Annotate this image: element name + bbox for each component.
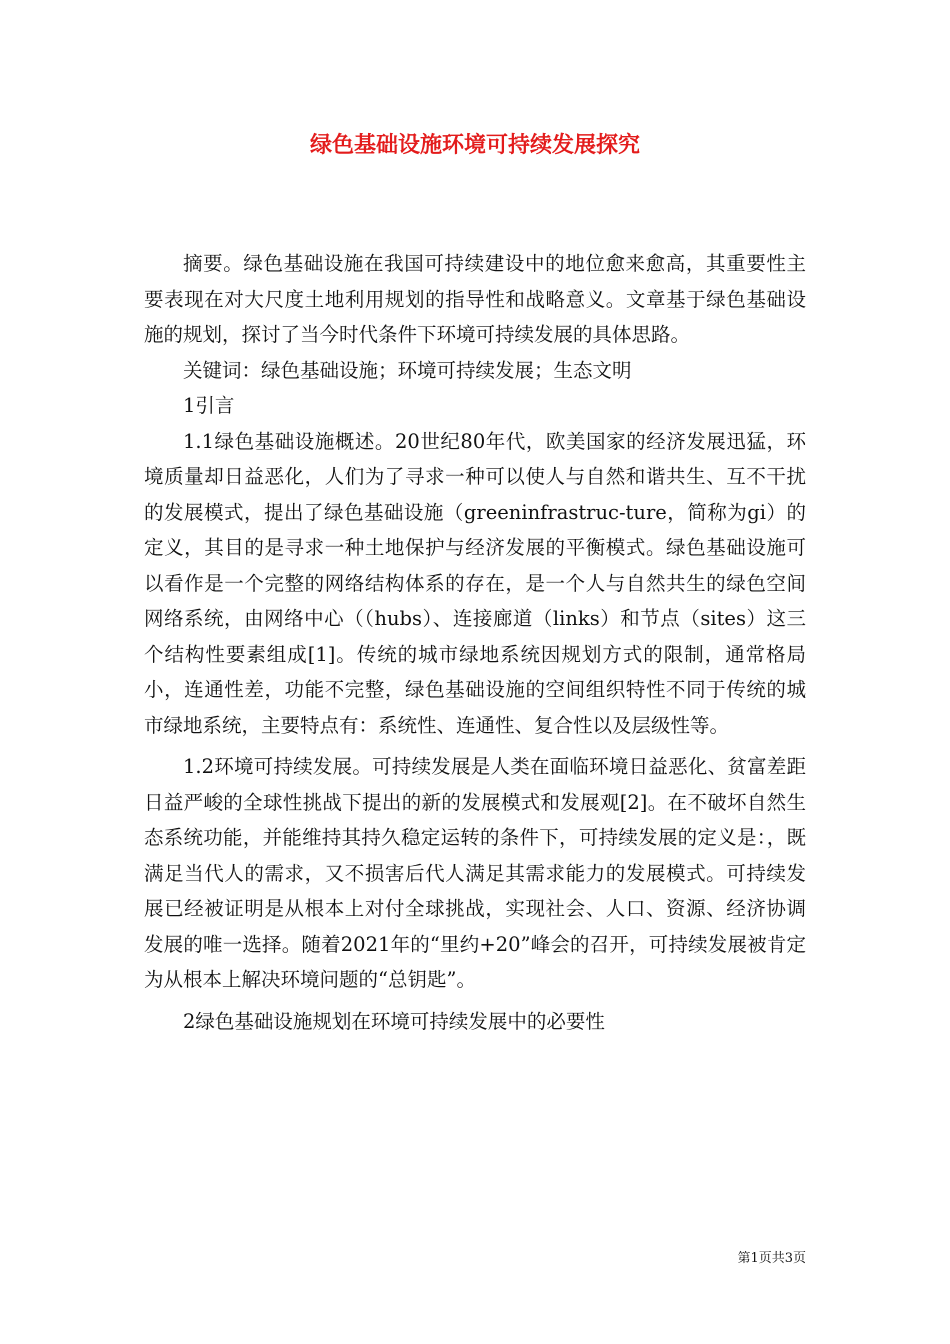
keywords-paragraph: 关键词：绿色基础设施；环境可持续发展；生态文明 [183,358,632,382]
section-1-1-paragraph: 1.1绿色基础设施概述。20世纪80年代，欧美国家的经济发展迅猛，环境质量却日益恶化，人们为了寻求一种可以使人与自然和谐共生、互不干扰的发展模式，提出了绿色基础设施（greeninfrastruc-ture，简称为gi）的定义，其目的是寻求一种土地保护与经济发展的平衡模式。绿色基础设施可以看作是一个完整的网络结构体系的存在，是一个人与自然共生的绿色空间网络系统，由网络中心（（hubs）、连接廊道（links）和节点（sites）这三个结构性要素组成[1]。传统的城市绿地系统因规划方式的限制，通常格局小，连通性差，功能不完整，绿色基础设施的空间组织特性不同于传统的城市绿地系统，主要特点有：系统性、连通性、复合性以及层级性等。 [144,429,806,737]
page-number-footer: 第1页共3页 [737,1251,806,1266]
document-title: 绿色基础设施环境可持续发展探究 [309,132,640,158]
section-1-2-paragraph: 1.2环境可持续发展。可持续发展是人类在面临环境日益恶化、贫富差距日益严峻的全球性挑战下提出的新的发展模式和发展观[2]。在不破坏自然生态系统功能，并能维持其持久稳定运转的条件下，可持续发展的定义是：，既满足当代人的需求，又不损害后代人满足其需求能力的发展模式。可持续发展已经被证明是从根本上对付全球挑战，实现社会、人口、资源、经济协调发展的唯一选择。随着2021年的“里约+20”峰会的召开，可持续发展被肯定为从根本上解决环境问题的“总钥匙”。 [144,755,806,991]
abstract-paragraph: 摘要。绿色基础设施在我国可持续建设中的地位愈来愈高，其重要性主要表现在对大尺度土地利用规划的指导性和战略意义。文章基于绿色基础设施的规划，探讨了当今时代条件下环境可持续发展的具体思路。 [144,252,806,346]
section-heading-introduction: 1引言 [183,394,235,417]
section-heading-2: 2绿色基础设施规划在环境可持续发展中的必要性 [183,1009,605,1033]
document-body [144,246,806,1039]
